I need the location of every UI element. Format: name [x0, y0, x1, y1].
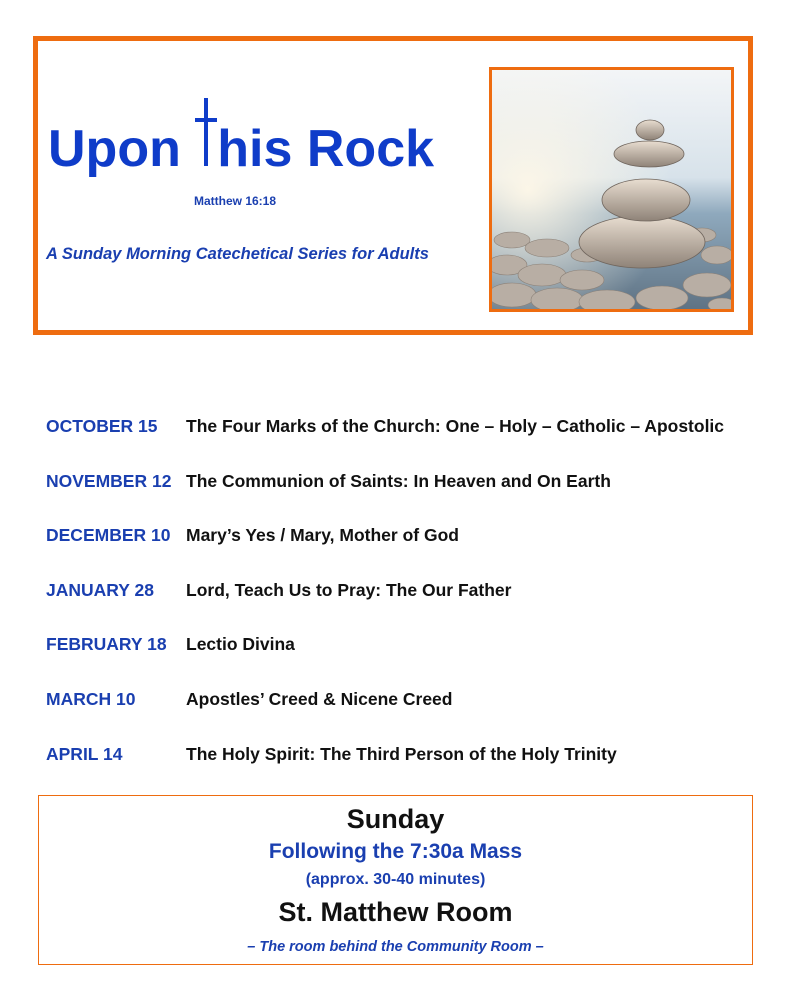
- scripture-reference: Matthew 16:18: [194, 194, 277, 208]
- schedule-row: [46, 576, 766, 631]
- session-topic: Apostles’ Creed & Nicene Creed: [186, 688, 453, 709]
- meeting-info-box: [38, 795, 753, 965]
- schedule-row: [46, 630, 766, 685]
- session-topic: The Four Marks of the Church: One – Holy – Catholic – Apostolic: [186, 416, 725, 436]
- session-date: MARCH 10: [46, 688, 136, 709]
- schedule-row: [46, 412, 766, 467]
- meeting-room: St. Matthew Room: [278, 897, 513, 927]
- session-date: OCTOBER 15: [46, 416, 158, 436]
- meeting-duration: (approx. 30-40 minutes): [305, 871, 486, 888]
- room-note: – The room behind the Community Room –: [247, 939, 544, 955]
- session-topic: Lord, Teach Us to Pray: The Our Father: [186, 579, 512, 600]
- session-date: NOVEMBER 12: [46, 470, 172, 491]
- series-subtitle: A Sunday Morning Catechetical Series for Adults: [46, 245, 429, 263]
- schedule-row: [46, 685, 766, 740]
- stacked-stones-photo: [489, 67, 734, 312]
- meeting-time: Following the 7:30a Mass: [268, 840, 523, 863]
- meeting-day: Sunday: [346, 804, 445, 834]
- title-part-2: his Rock: [217, 120, 435, 178]
- schedule-row: [46, 467, 766, 522]
- session-schedule: [46, 412, 766, 794]
- cross-icon: [195, 106, 217, 166]
- session-date: DECEMBER 10: [46, 525, 171, 546]
- session-topic: Lectio Divina: [186, 634, 295, 655]
- session-date: APRIL 14: [46, 743, 123, 764]
- schedule-row: [46, 521, 766, 576]
- session-topic: Mary’s Yes / Mary, Mother of God: [186, 525, 459, 546]
- title-part-1: Upon: [48, 120, 196, 178]
- session-date: JANUARY 28: [46, 579, 154, 600]
- session-date: FEBRUARY 18: [46, 634, 167, 655]
- page-title: [48, 104, 434, 194]
- session-topic: The Holy Spirit: The Third Person of the Holy Trinity: [186, 743, 617, 764]
- schedule-row: [46, 740, 766, 795]
- session-topic: The Communion of Saints: In Heaven and On Earth: [186, 470, 611, 491]
